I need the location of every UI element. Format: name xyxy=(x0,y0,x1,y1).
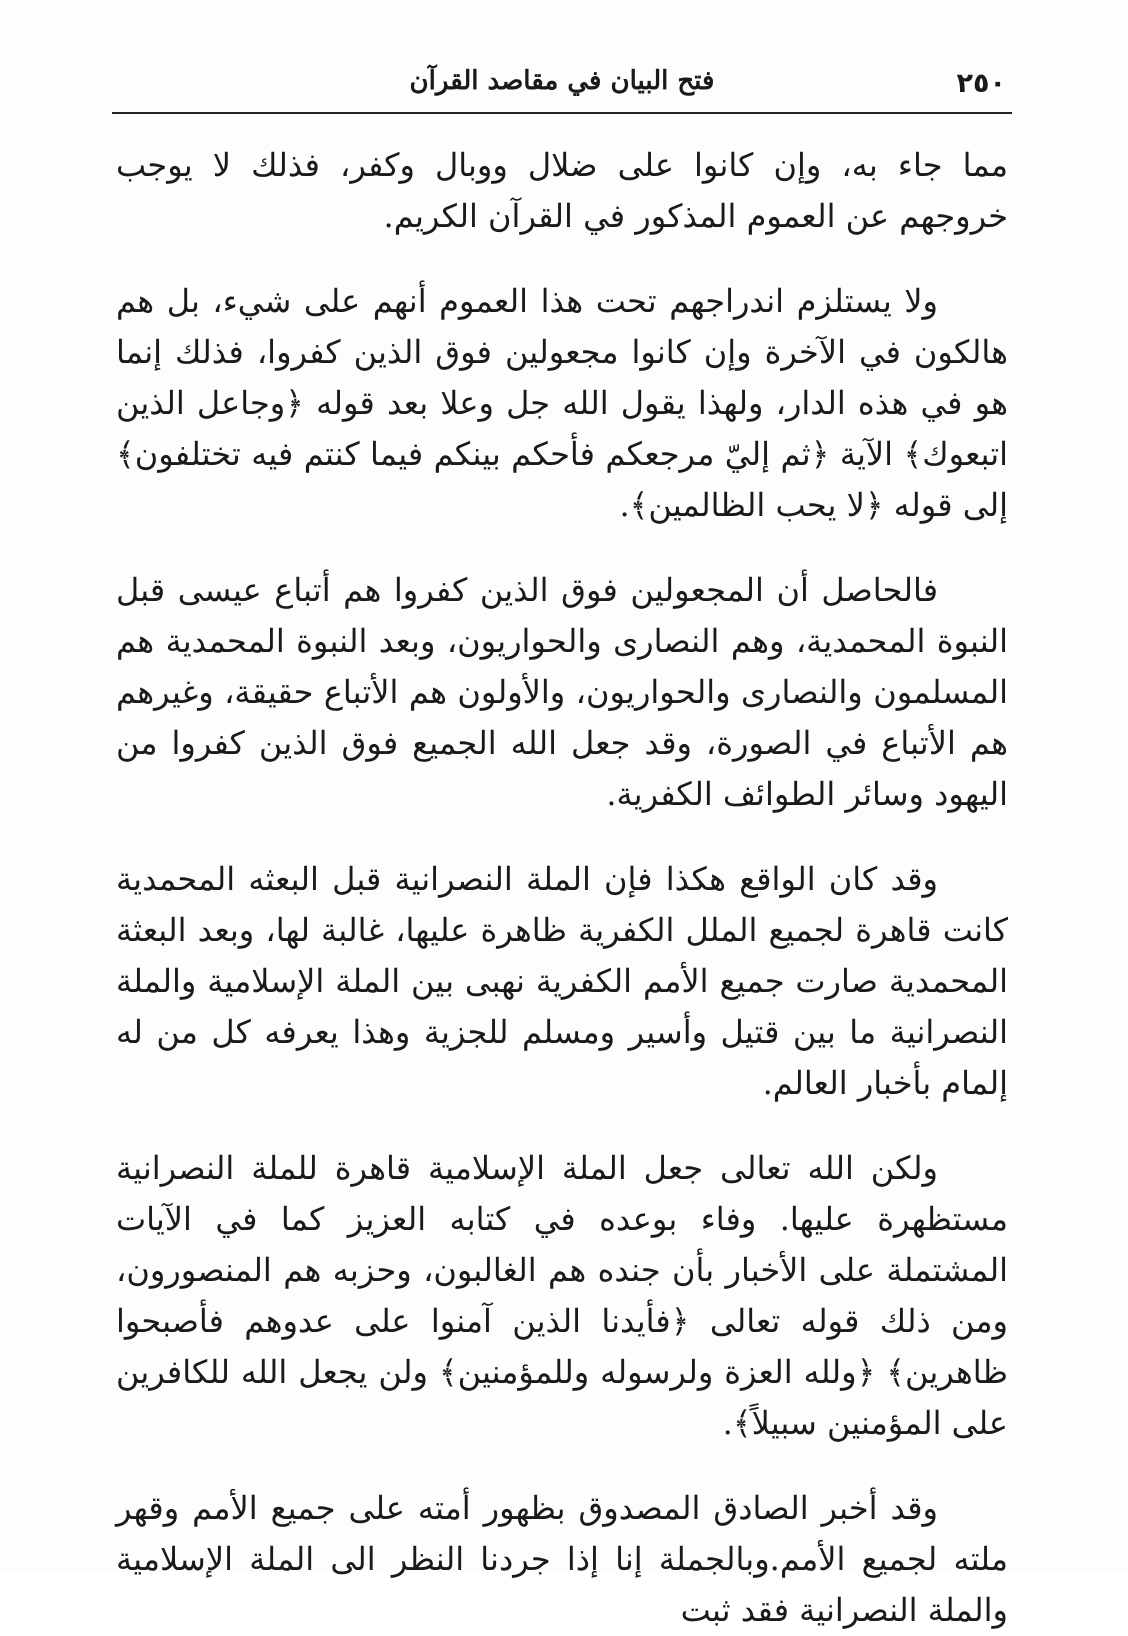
page-header xyxy=(112,62,1012,112)
paragraph-2: ولا يستلزم اندراجهم تحت هذا العموم أنهم على شيء، بل هم هالكون في الآخرة وإن كانوا مجعولين فوق الذين كفروا، فذلك إنما هو في هذه الدار، ولهذا يقول الله جل وعلا بعد قوله ﴿وجاعل الذين اتبعوك﴾ الآية ﴿ثم إليّ مرجعكم فأحكم بينكم فيما كنتم فيه تختلفون﴾ إلى قوله ﴿لا يحب الظالمين﴾. xyxy=(116,282,1008,524)
header-divider xyxy=(112,112,1012,114)
paragraph-3: فالحاصل أن المجعولين فوق الذين كفروا هم أتباع عيسى قبل النبوة المحمدية، وهم النصارى والحواريون، وبعد النبوة المحمدية هم المسلمون والنصارى والحواريون، والأولون هم الأتباع حقيقة، وغيرهم هم الأتباع في الصورة، وقد جعل الله الجميع فوق الذين كفروا من اليهود وسائر الطوائف الكفرية. xyxy=(116,571,1008,813)
paragraph-6: وقد أخبر الصادق المصدوق بظهور أمته على جميع الأمم وقهر ملته لجميع الأمم.وبالجملة إنا إذا جردنا النظر الى الملة الإسلامية والملة النصرانية فقد ثبت xyxy=(116,1489,1008,1629)
page-number: ٢٥٠ xyxy=(956,68,1006,99)
paragraph-5: ولكن الله تعالى جعل الملة الإسلامية قاهرة للملة النصرانية مستظهرة عليها. وفاء بوعده في كتابه العزيز كما في الآيات المشتملة على الأخبار بأن جنده هم الغالبون، وحزبه هم المنصورون، ومن ذلك قوله تعالى ﴿فأيدنا الذين آمنوا على عدوهم فأصبحوا ظاهرين﴾ ﴿ولله العزة ولرسوله وللمؤمنين﴾ ولن يجعل الله للكافرين على المؤمنين سبيلاً﴾. xyxy=(116,1149,1009,1442)
paragraph-4: وقد كان الواقع هكذا فإن الملة النصرانية قبل البعثه المحمدية كانت قاهرة لجميع الملل الكفرية ظاهرة عليها، غالبة لها، وبعد البعثة المحمدية صارت جميع الأمم الكفرية نهبى بين الملة الإسلامية والملة النصرانية ما بين قتيل وأسير ومسلم للجزية وهذا يعرفه كل من له إلمام بأخبار العالم. xyxy=(116,860,1008,1102)
body-text xyxy=(116,140,1008,1636)
running-title: فتح البيان في مقاصد القرآن xyxy=(409,66,715,96)
paragraph-1: مما جاء به، وإن كانوا على ضلال ووبال وكفر، فذلك لا يوجب خروجهم عن العموم المذكور في القرآن الكريم. xyxy=(116,146,1008,235)
